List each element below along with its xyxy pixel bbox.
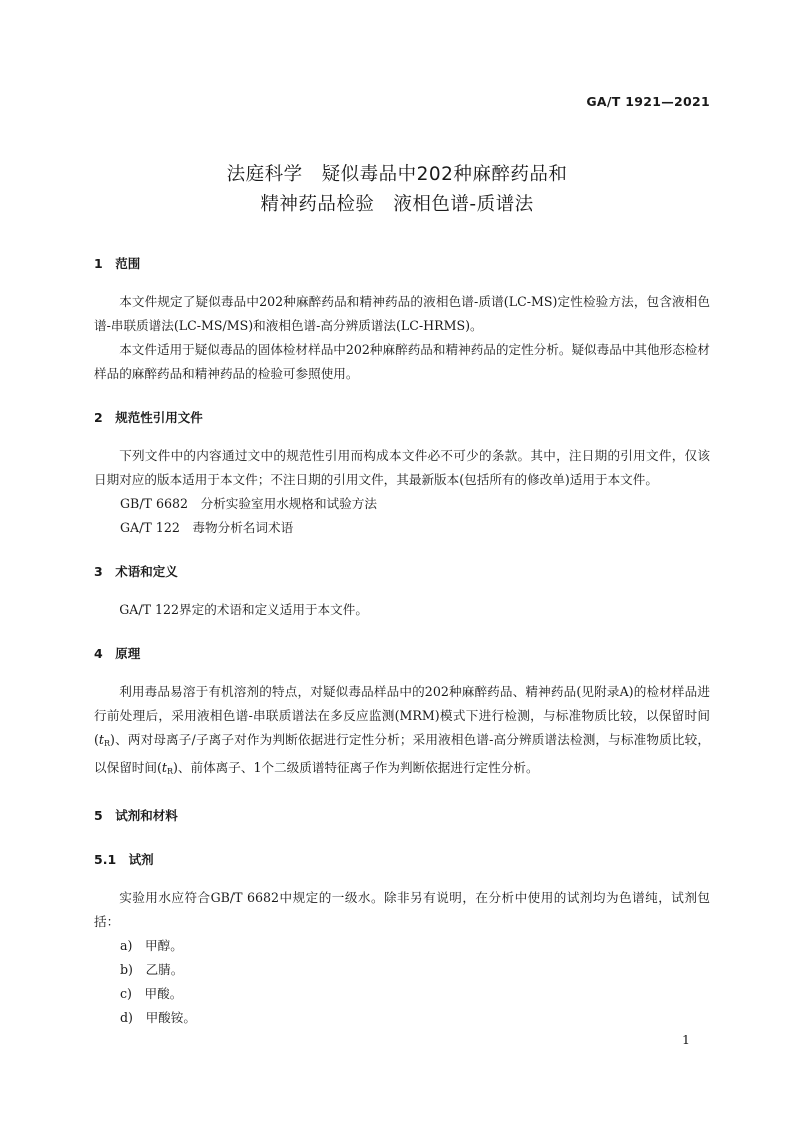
section-heading: 4 原理	[94, 646, 141, 661]
paragraph: GA/T 122界定的术语和定义适用于本文件。	[119, 602, 368, 617]
section-scope	[94, 252, 710, 386]
standard-code: GA/T 1921—2021	[586, 94, 710, 109]
list-item: d) 甲酸铵。	[120, 1010, 196, 1025]
section-heading: 3 术语和定义	[94, 564, 178, 579]
list-item: b) 乙腈。	[120, 962, 184, 977]
list-item: c) 甲酸。	[120, 986, 183, 1001]
title-line-2: 精神药品检验 液相色谱-质谱法	[260, 194, 534, 215]
section-reagents	[94, 804, 710, 1030]
list-item: a) 甲醇。	[120, 938, 183, 953]
section-terms	[94, 560, 710, 622]
reference-item: GA/T 122 毒物分析名词术语	[120, 520, 294, 535]
retention-time-symbol: t	[161, 760, 167, 775]
document-body	[94, 252, 710, 1030]
retention-time-symbol: t	[98, 732, 104, 747]
text-run: )、两对母离子/子离子对作为判断依据进行定性分析；采用液相色谱-高分辨质谱法检测，与标准物质比较，以保留时间(	[94, 732, 710, 775]
paragraph: 下列文件中的内容通过文中的规范性引用而构成本文件必不可少的条款。其中，注日期的引用文件，仅该日期对应的版本适用于本文件；不注日期的引用文件，其最新版本(包括所有的修改单)适用于本文件。	[94, 448, 710, 487]
retention-time-subscript: R	[166, 767, 173, 776]
paragraph: 本文件规定了疑似毒品中202种麻醉药品和精神药品的液相色谱-质谱(LC-MS)定性检验方法，包含液相色谱-串联质谱法(LC-MS/MS)和液相色谱-高分辨质谱法(LC-HRMS)。	[94, 294, 710, 333]
paragraph: 本文件适用于疑似毒品的固体检材样品中202种麻醉药品和精神药品的定性分析。疑似毒品中其他形态检材样品的麻醉药品和精神药品的检验可参照使用。	[94, 342, 710, 381]
section-principle	[94, 642, 710, 784]
text-run: )、前体离子、1个二级质谱特征离子作为判断依据进行定性分析。	[172, 760, 539, 775]
page-number: 1	[682, 1032, 690, 1047]
section-heading: 1 范围	[94, 256, 141, 271]
title-line-1: 法庭科学 疑似毒品中202种麻醉药品和	[226, 164, 568, 185]
section-heading: 2 规范性引用文件	[94, 410, 203, 425]
reference-item: GB/T 6682 分析实验室用水规格和试验方法	[120, 496, 377, 511]
section-heading: 5 试剂和材料	[94, 808, 178, 823]
paragraph: 实验用水应符合GB/T 6682中规定的一级水。除非另有说明，在分析中使用的试剂均为色谱纯，试剂包括：	[94, 890, 710, 929]
document-title	[0, 160, 794, 220]
retention-time-subscript: R	[103, 739, 111, 748]
subsection-heading: 5.1 试剂	[94, 852, 154, 867]
paragraph	[94, 680, 710, 784]
section-normative-references	[94, 406, 710, 540]
text-run: 利用毒品易溶于有机溶剂的特点，对疑似毒品样品中的202种麻醉药品、精神药品(见附录A)的检材样品进行前处理后，采用液相色谱-串联质谱法在多反应监测(MRM)模式下进行检测，与标准物质比较，以保留时间(	[94, 684, 710, 747]
